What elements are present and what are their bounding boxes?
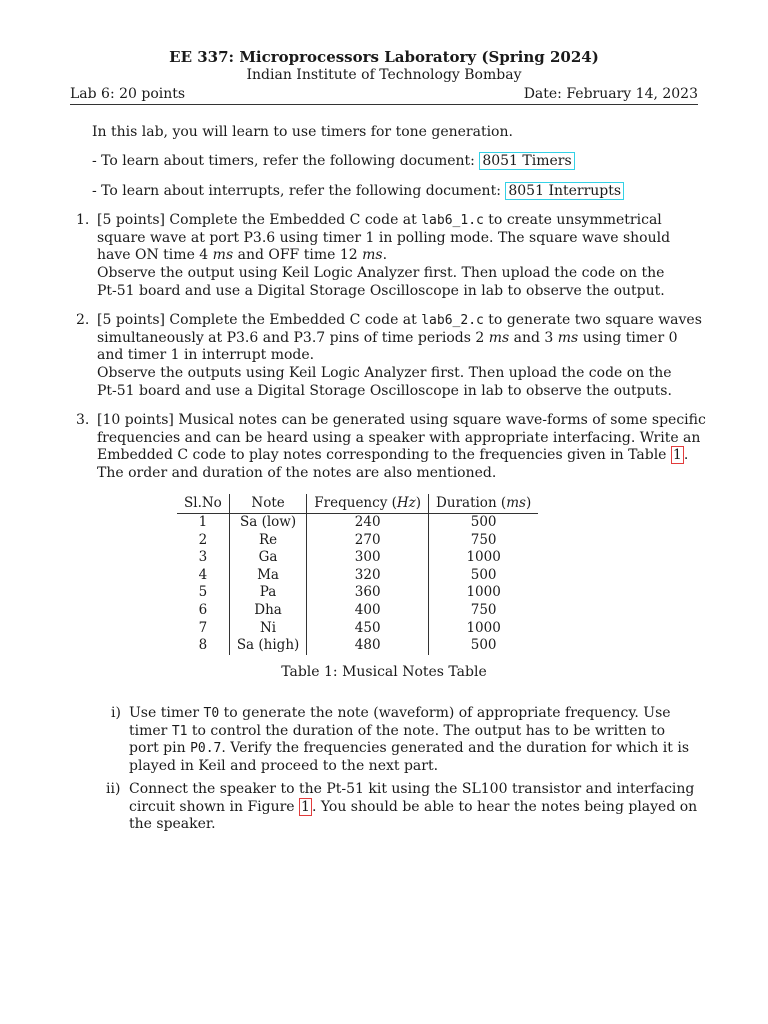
q1-text: [5 points] Complete the Embedded C code at <box>97 212 422 228</box>
cell-frequency: 480 <box>307 637 429 655</box>
q1-unit: ms <box>362 247 383 263</box>
q2-unit: ms <box>557 330 579 346</box>
q2-number: 2. <box>76 312 90 328</box>
subpart-i-number: i) <box>111 705 121 721</box>
q2-line: Observe the outputs using Keil Logic Analyzer first. Then upload the code on the <box>97 365 672 381</box>
q1-filename: lab6_1.c <box>421 213 484 228</box>
subpart-i-line <box>129 705 671 721</box>
q2-text: and 3 <box>509 330 558 346</box>
subpart-i-text: Use timer <box>129 705 204 721</box>
cell-duration: 1000 <box>466 549 501 566</box>
cell-duration: 500 <box>470 514 497 530</box>
q2-text: [5 points] Complete the Embedded C code at <box>97 312 422 328</box>
table-reference-link[interactable]: 1 <box>672 447 682 463</box>
cell-note: Sa (high) <box>229 637 306 655</box>
q3-line: [10 points] Musical notes can be generated using square wave-forms of some specific <box>97 412 706 428</box>
cell-duration: 1000 <box>466 619 501 636</box>
subpart-i-line <box>129 740 689 756</box>
subpart-i-text: port pin <box>129 740 191 756</box>
q2-text: to generate two square waves <box>483 312 702 328</box>
header-frequency-text: Frequency ( <box>314 494 397 511</box>
cell-duration: 750 <box>470 601 497 618</box>
cell-frequency: 270 <box>307 532 429 550</box>
q3-line: The order and duration of the notes are also mentioned. <box>97 465 497 481</box>
cell-frequency: 450 <box>307 620 429 638</box>
cell-note: Re <box>229 532 306 550</box>
cell-slno: 8 <box>177 637 229 655</box>
timers-reference <box>92 153 575 169</box>
subpart-ii-line: the speaker. <box>129 816 216 832</box>
cell-slno: 4 <box>177 567 229 585</box>
q1-line <box>97 247 387 263</box>
q1-line: Pt-51 board and use a Digital Storage Oscilloscope in lab to observe the output. <box>97 283 665 299</box>
subpart-ii-line <box>129 799 697 815</box>
cell-frequency: 360 <box>307 584 429 602</box>
table-header-row <box>177 494 538 514</box>
cell-note: Sa (low) <box>229 514 306 532</box>
cell-frequency: 300 <box>307 549 429 567</box>
subpart-i-line <box>129 723 665 739</box>
header-divider <box>70 104 698 105</box>
subpart-i-text: to control the duration of the note. The output has to be written to <box>187 723 666 739</box>
q1-number: 1. <box>76 212 90 228</box>
cell-slno: 2 <box>177 532 229 550</box>
q3-number: 3. <box>76 412 90 428</box>
cell-duration: 1000 <box>466 584 501 601</box>
q2-line: and timer 1 in interrupt mode. <box>97 347 315 363</box>
cell-note: Pa <box>229 584 306 602</box>
cell-duration: 500 <box>470 637 497 654</box>
table-row <box>177 620 538 638</box>
cell-slno: 3 <box>177 549 229 567</box>
q3-text: Embedded C code to play notes corresponding to the frequencies given in Table <box>97 447 671 463</box>
header-duration-text: Duration ( <box>436 494 507 511</box>
timer-t1-code: T1 <box>171 724 188 739</box>
interrupts-link[interactable]: 8051 Interrupts <box>505 182 624 200</box>
cell-slno: 6 <box>177 602 229 620</box>
lab-date: Date: February 14, 2023 <box>523 86 698 102</box>
table-row <box>177 567 538 585</box>
header-duration-text: ) <box>525 494 532 511</box>
interrupts-reference <box>92 183 624 199</box>
timers-link[interactable]: 8051 Timers <box>479 152 574 170</box>
q2-line: Pt-51 board and use a Digital Storage Oscilloscope in lab to observe the outputs. <box>97 383 672 399</box>
subpart-i-line: played in Keil and proceed to the next part. <box>129 758 439 774</box>
q1-unit: ms <box>212 247 234 263</box>
subpart-ii-number: ii) <box>106 781 121 797</box>
q1-text: and OFF time 12 <box>233 247 363 263</box>
q2-line <box>97 312 702 328</box>
table-caption: Table 1: Musical Notes Table <box>281 664 487 680</box>
cell-slno: 7 <box>177 620 229 638</box>
institute-name: Indian Institute of Technology Bombay <box>246 67 522 83</box>
q1-line: square wave at port P3.6 using timer 1 in polling mode. The square wave should <box>97 230 671 246</box>
table-row <box>177 637 538 655</box>
subpart-i-text: timer <box>129 723 172 739</box>
q2-line <box>97 330 678 346</box>
header-note: Note <box>229 494 306 514</box>
cell-slno: 1 <box>177 514 229 532</box>
cell-frequency: 240 <box>307 514 429 532</box>
cell-frequency: 320 <box>307 567 429 585</box>
q3-line: frequencies and can be heard using a speaker with appropriate interfacing. Write an <box>97 430 701 446</box>
interrupts-reference-text: - To learn about interrupts, refer the following document: <box>92 183 506 199</box>
port-pin-code: P0.7 <box>190 741 222 756</box>
table-row <box>177 532 538 550</box>
q3-line <box>97 447 688 463</box>
subpart-i-text: . Verify the frequencies generated and the duration for which it is <box>221 740 690 756</box>
musical-notes-table <box>177 494 538 655</box>
table-row <box>177 584 538 602</box>
q2-filename: lab6_2.c <box>421 313 484 328</box>
header-duration-unit: ms <box>506 494 526 511</box>
q2-text: using timer 0 <box>578 330 678 346</box>
q1-text: have ON time 4 <box>97 247 213 263</box>
table-row <box>177 514 538 532</box>
lab-points: Lab 6: 20 points <box>70 86 186 102</box>
cell-note: Dha <box>229 602 306 620</box>
header-frequency <box>307 494 429 514</box>
figure-reference-link[interactable]: 1 <box>301 799 310 815</box>
q1-text: . <box>382 247 388 263</box>
q1-line: Observe the output using Keil Logic Analyzer first. Then upload the code on the <box>97 265 665 281</box>
q1-text: to create unsymmetrical <box>483 212 662 228</box>
header-slno: Sl.No <box>177 494 229 514</box>
q3-text: . <box>683 447 689 463</box>
subpart-ii-line: Connect the speaker to the Pt-51 kit using the SL100 transistor and interfacing <box>129 781 695 797</box>
subpart-i-text: to generate the note (waveform) of appropriate frequency. Use <box>219 705 671 721</box>
cell-duration: 750 <box>470 531 497 548</box>
timers-reference-text: - To learn about timers, refer the following document: <box>92 153 480 169</box>
q1-line <box>97 212 662 228</box>
cell-duration: 500 <box>470 566 497 583</box>
cell-note: Ma <box>229 567 306 585</box>
subpart-ii-text: circuit shown in Figure <box>129 799 300 815</box>
table-row <box>177 602 538 620</box>
cell-slno: 5 <box>177 584 229 602</box>
cell-note: Ga <box>229 549 306 567</box>
q2-text: simultaneously at P3.6 and P3.7 pins of time periods 2 <box>97 330 489 346</box>
cell-note: Ni <box>229 620 306 638</box>
document-title: EE 337: Microprocessors Laboratory (Spring 2024) <box>169 48 599 66</box>
intro-text: In this lab, you will learn to use timers for tone generation. <box>92 124 513 140</box>
header-frequency-unit: Hz <box>396 494 416 511</box>
timer-t0-code: T0 <box>203 706 220 721</box>
header-duration <box>429 494 539 514</box>
subpart-ii-text: . You should be able to hear the notes being played on <box>311 799 698 815</box>
table-row <box>177 549 538 567</box>
header-frequency-text: ) <box>415 494 422 511</box>
cell-frequency: 400 <box>307 602 429 620</box>
q2-unit: ms <box>488 330 510 346</box>
